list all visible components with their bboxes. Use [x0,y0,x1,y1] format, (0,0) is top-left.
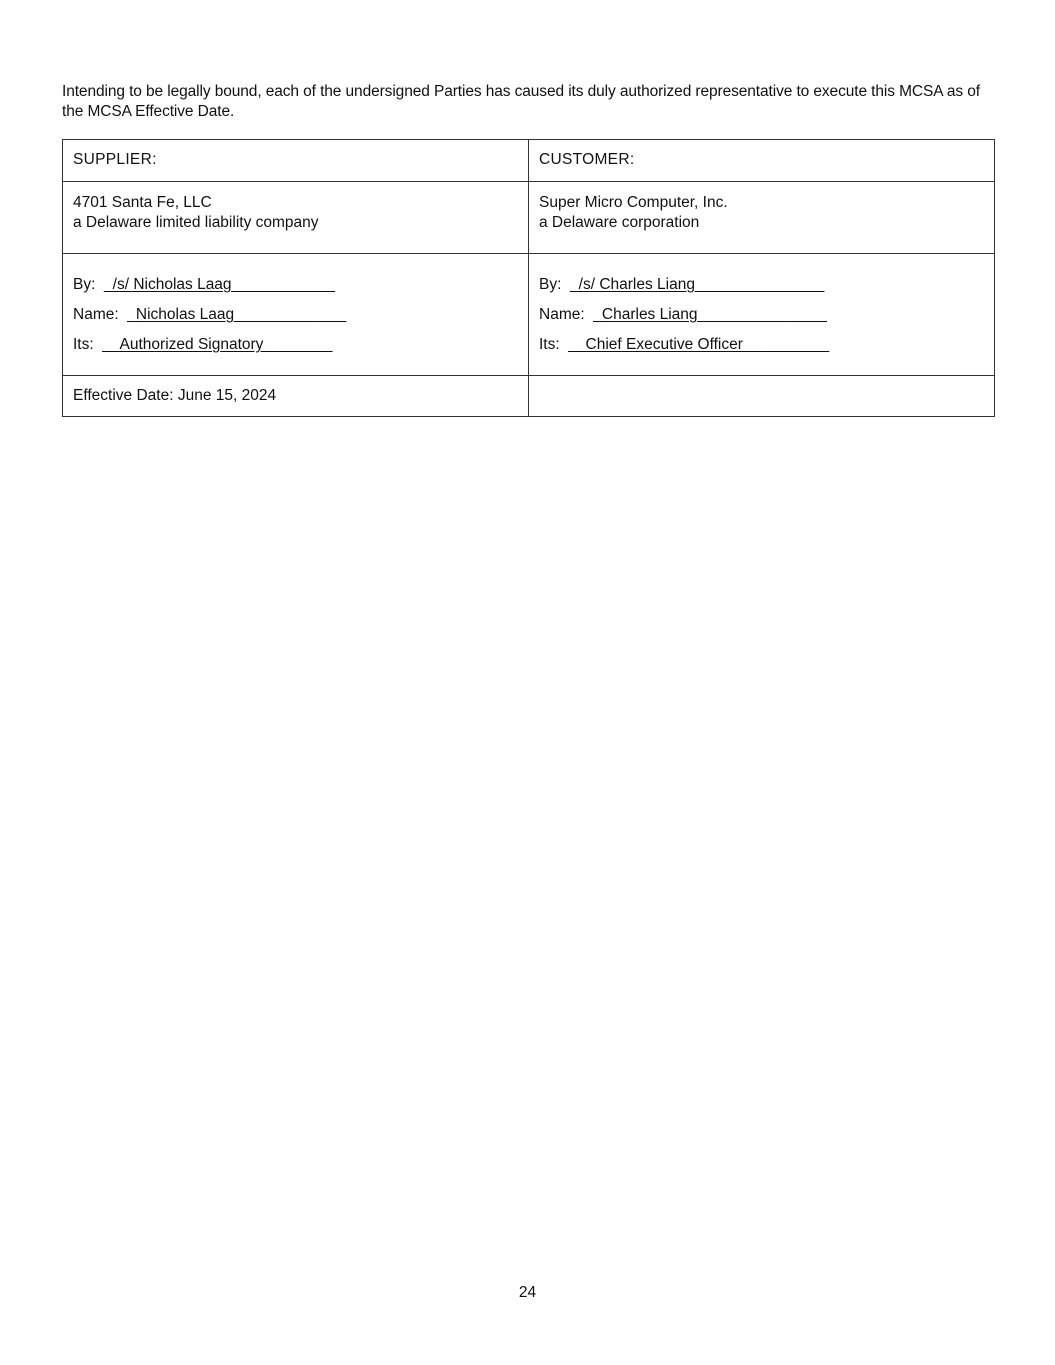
supplier-name-label: Name: [73,306,119,323]
supplier-by-label: By: [73,276,96,293]
supplier-its-value: __Authorized Signatory________ [102,336,333,353]
supplier-its-line [73,335,518,365]
effective-date-label: Effective Date: [73,387,174,404]
intro-paragraph: Intending to be legally bound, each of the undersigned Parties has caused its duly authorized representative to execute this MCSA as of the MCSA Effective Date. [62,83,980,120]
supplier-by-line [73,275,518,305]
customer-heading: CUSTOMER: [539,151,635,168]
supplier-entity-cell [63,182,529,254]
customer-by-value: _/s/ Charles Liang_______________ [570,276,825,293]
customer-by-label: By: [539,276,562,293]
customer-by-line [539,275,984,305]
customer-heading-cell [529,140,995,182]
supplier-entity-name: 4701 Santa Fe, LLC [73,194,212,211]
supplier-name-value: _Nicholas Laag_____________ [127,306,347,323]
customer-entity-description: a Delaware corporation [539,214,700,231]
customer-its-value: __Chief Executive Officer__________ [568,336,830,353]
supplier-heading: SUPPLIER: [73,151,157,168]
supplier-heading-cell [63,140,529,182]
page-number: 24 [518,1284,537,1301]
customer-entity-name: Super Micro Computer, Inc. [539,194,728,211]
supplier-by-value: _/s/ Nicholas Laag____________ [104,276,335,293]
supplier-signature-block [63,254,529,376]
supplier-entity-description: a Delaware limited liability company [73,214,319,231]
customer-entity-cell [529,182,995,254]
customer-signature-block [529,254,995,376]
effective-date-cell [63,376,529,417]
signature-table [62,139,995,417]
supplier-its-label: Its: [73,336,94,353]
customer-name-line [539,305,984,335]
effective-date-value: June 15, 2024 [177,387,277,404]
customer-name-value: _Charles Liang_______________ [593,306,827,323]
supplier-name-line [73,305,518,335]
empty-date-cell [529,376,995,417]
customer-its-label: Its: [539,336,560,353]
customer-its-line [539,335,984,365]
customer-name-label: Name: [539,306,585,323]
